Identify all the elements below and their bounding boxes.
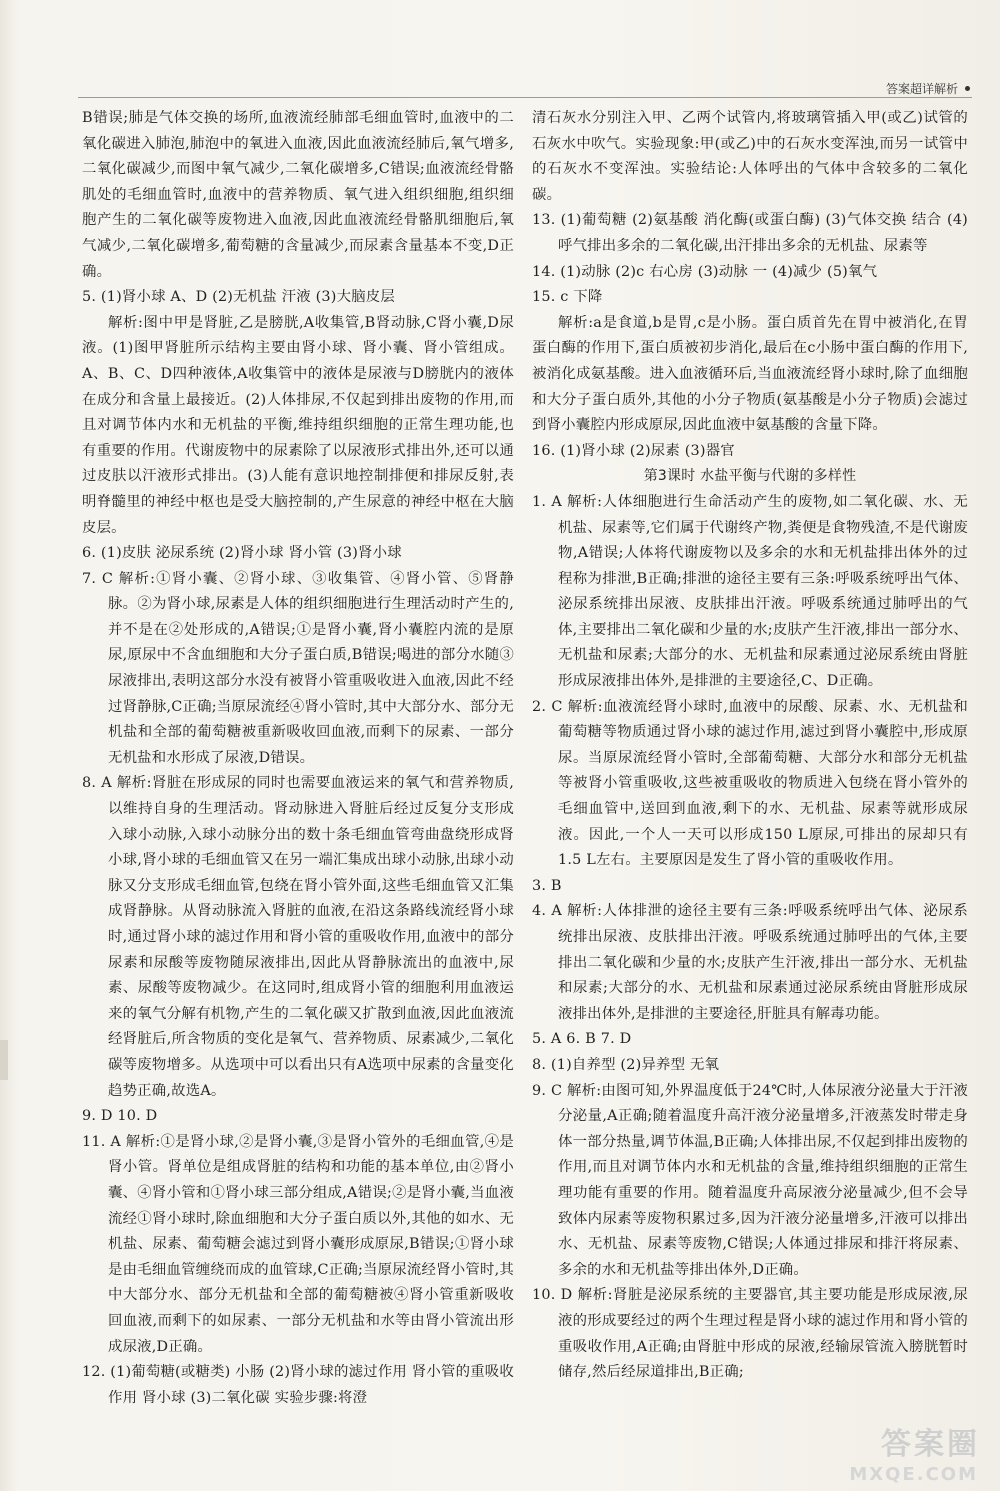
answer-item: 6. (1)皮肤 泌尿系统 (2)肾小球 肾小管 (3)肾小球 bbox=[82, 545, 402, 562]
binding-edge bbox=[0, 1040, 8, 1080]
watermark-logo: 答案圈 bbox=[881, 1427, 980, 1462]
left-column bbox=[82, 106, 514, 1411]
answer-item: 1. A 解析:人体细胞进行生命活动产生的废物,如二氧化碳、水、无机盐、尿素等,它们属于代谢终产物,粪便是食物残渣,不是代谢废物,A错误;人体将代谢废物以及多余的水和无机盐排出体外的过程称为排泄,B正确;排泄的途径主要有三条:呼吸系统呼出气体、泌尿系统排出尿液、皮肤排出汗液。呼吸系统通过肺呼出的气体,主要排出二氧化碳和少量的水;皮肤产生汗液,排出一部分水、无机盐和尿素;大部分的水、无机盐和尿素通过泌尿系统由肾脏形成尿液排出体外,是排泄的主要途径,C、D正确。 bbox=[532, 493, 968, 690]
answer-item: 11. A 解析:①是肾小球,②是肾小囊,③是肾小管外的毛细血管,④是肾小管。肾单位是组成肾脏的结构和功能的基本单位,由②肾小囊、④肾小管和①肾小球三部分组成,A错误;②是肾小囊,当血液流经①肾小球时,除血细胞和大分子蛋白质以外,其他的如水、无机盐、尿素、葡萄糖会滤过到肾小囊形成原尿,B错误;①肾小球是由毛细血管缠绕而成的血管球,C正确;当原尿流经肾小管时,其中大部分水、部分无机盐和全部的葡萄糖被④肾小管重新吸收回血液,而剩下的如尿素、一部分无机盐和水等由肾小管流出形成尿液,D正确。 bbox=[82, 1133, 514, 1355]
answer-item: 10. D 解析:肾脏是泌尿系统的主要器官,其主要功能是形成尿液,尿液的形成要经过的两个生理过程是肾小球的滤过作用和肾小管的重吸收作用,A正确;由肾脏中形成的尿液,经输尿管流入膀胱暂时储存,然后经尿道排出,B正确; bbox=[532, 1287, 968, 1381]
answer-item: 8. (1)自养型 (2)异养型 无氧 bbox=[532, 1056, 720, 1073]
answer-item: 8. A 解析:肾脏在形成尿的同时也需要血液运来的氧气和营养物质,以维持自身的生理活动。肾动脉进入肾脏后经过反复分支形成入球小动脉,入球小动脉分出的数十条毛细血管弯曲盘绕形成肾小球,肾小球的毛细血管又在另一端汇集成出球小动脉,出球小动脉又分支形成毛细血管,包绕在肾小管外面,这些毛细血管又汇集成肾静脉。从肾动脉流入肾脏的血液,在沿这条路线流经肾小球时,通过肾小球的滤过作用和肾小管的重吸收作用,血液中的部分尿素和尿酸等废物随尿液排出,因此从肾静脉流出的血液中,尿素、尿酸等废物减少。在这同时,组成肾小管的细胞利用血液运来的氧气分解有机物,产生的二氧化碳又扩散到血液,因此血液流经肾脏后,所含物质的变化是氧气、营养物质、尿素减少,二氧化碳等废物增多。从选项中可以看出只有A选项中尿素的含量变化趋势正确,故选A。 bbox=[82, 775, 514, 1099]
answer-item: 15. c 下降 bbox=[532, 289, 603, 306]
answer-item: 5. A 6. B 7. D bbox=[532, 1031, 632, 1048]
answer-item: 12. (1)葡萄糖(或糖类) 小肠 (2)肾小球的滤过作用 肾小管的重吸收作用 肾小球 (3)二氧化碳 实验步骤:将澄 bbox=[82, 1364, 514, 1406]
right-column bbox=[532, 106, 968, 1386]
answer-paragraph: 清石灰水分别注入甲、乙两个试管内,将玻璃管插入甲(或乙)试管的石灰水中吹气。实验现象:甲(或乙)中的石灰水变浑浊,而另一试管中的石灰水不变浑浊。实验结论:人体呼出的气体中含较多的二氧化碳。 bbox=[532, 110, 968, 203]
watermark-url: MXQE.COM bbox=[849, 1464, 978, 1485]
answer-item: 16. (1)肾小球 (2)尿素 (3)器官 bbox=[532, 442, 735, 459]
answer-item: 4. A 解析:人体排泄的途径主要有三条:呼吸系统呼出气体、泌尿系统排出尿液、皮肤排出汗液。呼吸系统通过肺呼出的气体,主要排出二氧化碳和少量的水;皮肤产生汗液,排出一部分水、无机盐和尿素;大部分的水、无机盐和尿素通过泌尿系统由肾脏形成尿液排出体外,是排泄的主要途径,肝脏具有解毒功能。 bbox=[532, 903, 968, 1022]
answer-item: 9. D 10. D bbox=[82, 1108, 158, 1125]
answer-item: 9. C 解析:由图可知,外界温度低于24℃时,人体尿液分泌量大于汗液分泌量,A正确;随着温度升高汗液分泌量增多,汗液蒸发时带走身体一部分热量,调节体温,B正确;人体排出尿,不仅起到排出废物的作用,而且对调节体内水和无机盐的含量,维持组织细胞的正常生理功能有重要的作用。随着温度升高尿液分泌量减少,但不会导致体内尿素等废物积累过多,因为汗液分泌量增多,汗液可以排出水、无机盐、尿素等废物,C错误;人体通过排尿和排汗将尿素、多余的水和无机盐等排出体外,D正确。 bbox=[532, 1082, 968, 1278]
answer-item: 5. (1)肾小球 A、D (2)无机盐 汗液 (3)大脑皮层 bbox=[82, 289, 395, 306]
header-divider bbox=[78, 97, 972, 98]
answer-item: 14. (1)动脉 (2)c 右心房 (3)动脉 一 (4)减少 (5)氧气 bbox=[532, 263, 878, 280]
answer-analysis: 解析:图中甲是肾脏,乙是膀胱,A收集管,B肾动脉,C肾小囊,D尿液。(1)图甲肾脏所示结构主要由肾小球、肾小囊、肾小管组成。A、B、C、D四种液体,A收集管中的液体是尿液与D膀胱内的液体在成分和含量上最接近。(2)人体排尿,不仅起到排出废物的作用,而且对调节体内水和无机盐的平衡,维持组织细胞的正常生理功能,也有重要的作用。代谢废物中的尿素除了以尿液形式排出外,还可以通过皮肤以汗液形式排出。(3)人能有意识地控制排便和排尿反射,表明脊髓里的神经中枢也是受大脑控制的,产生尿意的神经中枢在大脑皮层。 bbox=[82, 314, 514, 536]
answer-paragraph: B错误;肺是气体交换的场所,血液流经肺部毛细血管时,血液中的二氧化碳进入肺泡,肺泡中的氧进入血液,因此血液流经肺后,氧气增多,二氧化碳减少,而图中氧气减少,二氧化碳增多,C错误;血液流经骨骼肌处的毛细血管时,血液中的营养物质、氧气进入组织细胞,组织细胞产生的二氧化碳等废物进入血液,因此血液流经骨骼肌细胞后,氧气减少,二氧化碳增多,葡萄糖的含量减少,而尿素含量基本不变,D正确。 bbox=[82, 110, 514, 280]
answer-item: 13. (1)葡萄糖 (2)氨基酸 消化酶(或蛋白酶) (3)气体交换 结合 (4)呼气排出多余的二氧化碳,出汗排出多余的无机盐、尿素等 bbox=[532, 212, 968, 254]
answer-analysis: 解析:a是食道,b是胃,c是小肠。蛋白质首先在胃中被消化,在胃蛋白酶的作用下,蛋白质被初步消化,最后在c小肠中蛋白酶的作用下,被消化成氨基酸。进入血液循环后,当血液流经肾小球时,除了血细胞和大分子蛋白质外,其他的小分子物质(氨基酸是小分子物质)会滤过到肾小囊腔内形成原尿,因此血液中氨基酸的含量下降。 bbox=[532, 314, 968, 434]
answer-item: 3. B bbox=[532, 877, 562, 894]
answer-item: 2. C 解析:血液流经肾小球时,血液中的尿酸、尿素、水、无机盐和葡萄糖等物质通过肾小球的滤过作用,滤过到肾小囊腔中,形成原尿。当原尿流经肾小管时,全部葡萄糖、大部分水和部分无机盐等被肾小管重吸收,这些被重吸收的物质进入包绕在肾小管外的毛细血管中,送回到血液,剩下的水、无机盐、尿素等就形成尿液。因此,一个人一天可以形成150 L原尿,可排出的尿却只有1.5 L左右。主要原因是发生了肾小管的重吸收作用。 bbox=[532, 698, 968, 869]
section-heading: 第3课时 水盐平衡与代谢的多样性 bbox=[643, 468, 857, 485]
answer-item: 7. C 解析:①肾小囊、②肾小球、③收集管、④肾小管、⑤肾静脉。②为肾小球,尿素是人体的组织细胞进行生理活动时产生的,并不是在②处形成的,A错误;①是肾小囊,肾小囊腔内流的是原尿,原尿中不含血细胞和大分子蛋白质,B错误;喝进的部分水随③尿液排出,表明这部分水没有被肾小管重吸收进入血液,因此不经过肾静脉,C正确;当原尿流经④肾小管时,其中大部分水、部分无机盐和全部的葡萄糖被重新吸收回血液,而剩下的尿素、一部分无机盐和水形成了尿液,D错误。 bbox=[82, 570, 514, 766]
header-bullet-icon bbox=[965, 86, 970, 91]
header-title: 答案超详解析 bbox=[885, 82, 958, 96]
